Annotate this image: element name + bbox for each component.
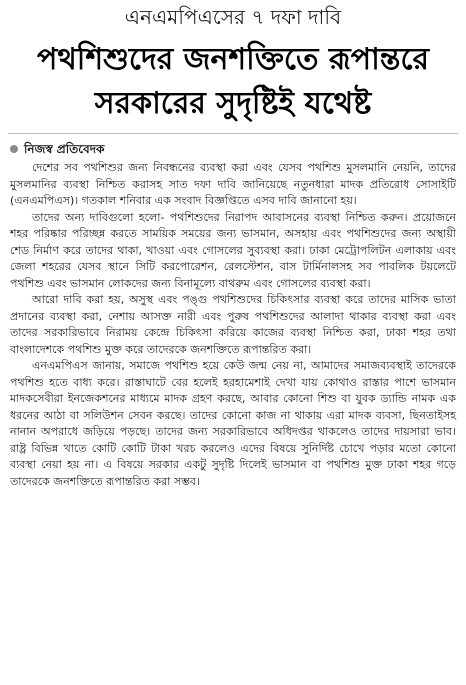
paragraph: তাদের অন্য দাবিগুলো হলো- পথশিশুদের নিরাপদ আবাসনের ব্যবস্থা নিশ্চিত করুন। প্রয়োজনে শহর পরিষ্কার পরিচ্ছন্ন করতে সাময়িক সময়ের জন্য ভাসমান, অসহায় এবং পথশিশুদের জন্য অস্থায়ী শেড নির্মাণ করে তাদের থাকা, খাওয়া এবং গোসলের সুব্যবস্থা করা। ঢাকা মেট্রোপলিটন এলাকায় এবং জেলা শহরের যেসব স্থানে সিটি করপোরেশন, রেলস্টেশন, বাস টার্মিনালসহ সব পাবলিক টয়লেটে পথশিশু এবং ভাসমান লোকদের জন্য বিনামূল্যে বাথরুম এবং গোসলের ব্যবস্থা করা। (10, 210, 456, 290)
paragraph: এনএমপিএস জানায়, সমাজে পথশিশু হয়ে কেউ জন্ম নেয় না, আমাদের সমাজব্যবস্থাই তাদেরকে পথশিশু হতে বাধ্য করে। রাস্তাঘাটে বের হলেই হরহামেশাই দেখা যায় কোথাও রাস্তার পাশে ভাসমান মাদকসেবীরা ইনজেকশনের মাধ্যমে মাদক গ্রহণ করছে, আবার কোনো শিশু বা যুবক ড্যান্ডি নামক এক ধরনের আঠা বা সলিউশন সেবন করছে। তাদের কোনো কাজ না থাকায় এরা মাদক ব্যবসা, ছিনতাইসহ নানান অপরাধে জড়িয়ে পড়ছে। তাদের জন্য সরকারিভাবে অধিদপ্তর থাকলেও তাদের দায়সারা ভাব। রাষ্ট্র বিভিন্ন খাতে কোটি কোটি টাকা খরচ করলেও এদের বিষয়ে সুনির্দিষ্ট চোখে পড়ার মতো কোনো ব্যবস্থা নেয়া হয় না। এ বিষয়ে সরকার একটু সুদৃষ্টি দিলেই ভাসমান বা পথশিশু মুক্ত ঢাকা শহর গড়ে তাদেরকে জনশক্তিতে রূপান্তরিত করা সম্ভব। (10, 359, 456, 488)
byline: নিজস্ব প্রতিবেদক (24, 142, 105, 156)
article-body (10, 160, 456, 490)
headline-line-2: সরকারের সুদৃষ্টিই যথেষ্ট (94, 86, 372, 121)
byline-row (10, 140, 104, 158)
divider (8, 133, 458, 134)
headline-line-1: পথশিশুদের জনশক্তিতে রূপান্তরে (36, 42, 430, 77)
paragraph: দেশের সব পথশিশুর জন্য নিবন্ধনের ব্যবস্থা করা এবং যেসব পথশিশু মুসলমানি নেয়নি, তাদের মুসলমানির ব্যবস্থা নিশ্চিত করাসহ সাত দফা দাবি জানিয়েছে নতুনধারা মাদক প্রতিরোধ সোসাইটি (এনএমপিএস)। গতকাল শনিবার এক সংবাদ বিজ্ঞপ্তিতে এসব দাবি জানানো হয়। (10, 161, 456, 207)
bullet-icon (10, 145, 18, 153)
headline (0, 38, 466, 126)
kicker: এনএমপিএসের ৭ দফা দাবি (124, 5, 342, 29)
paragraph: আরো দাবি করা হয়, অসুস্থ এবং পঙ্গু পথশিশুদের চিকিৎসার ব্যবস্থা করে তাদের মাসিক ভাতা প্রদানের ব্যবস্থা করা, নেশায় আসক্ত নারী এবং পুরুষ পথশিশুদের আলাদা থাকার ব্যবস্থা করা এবং তাদের সরকারিভাবে নিরাময় কেন্দ্রে চিকিৎসা করিয়ে কাজের ব্যবস্থা নিশ্চিত করা, ঢাকা শহর তথা বাংলাদেশকে পথশিশু মুক্ত করে তাদেরকে জনশক্তিতে রূপান্তরিত করা। (10, 293, 456, 356)
